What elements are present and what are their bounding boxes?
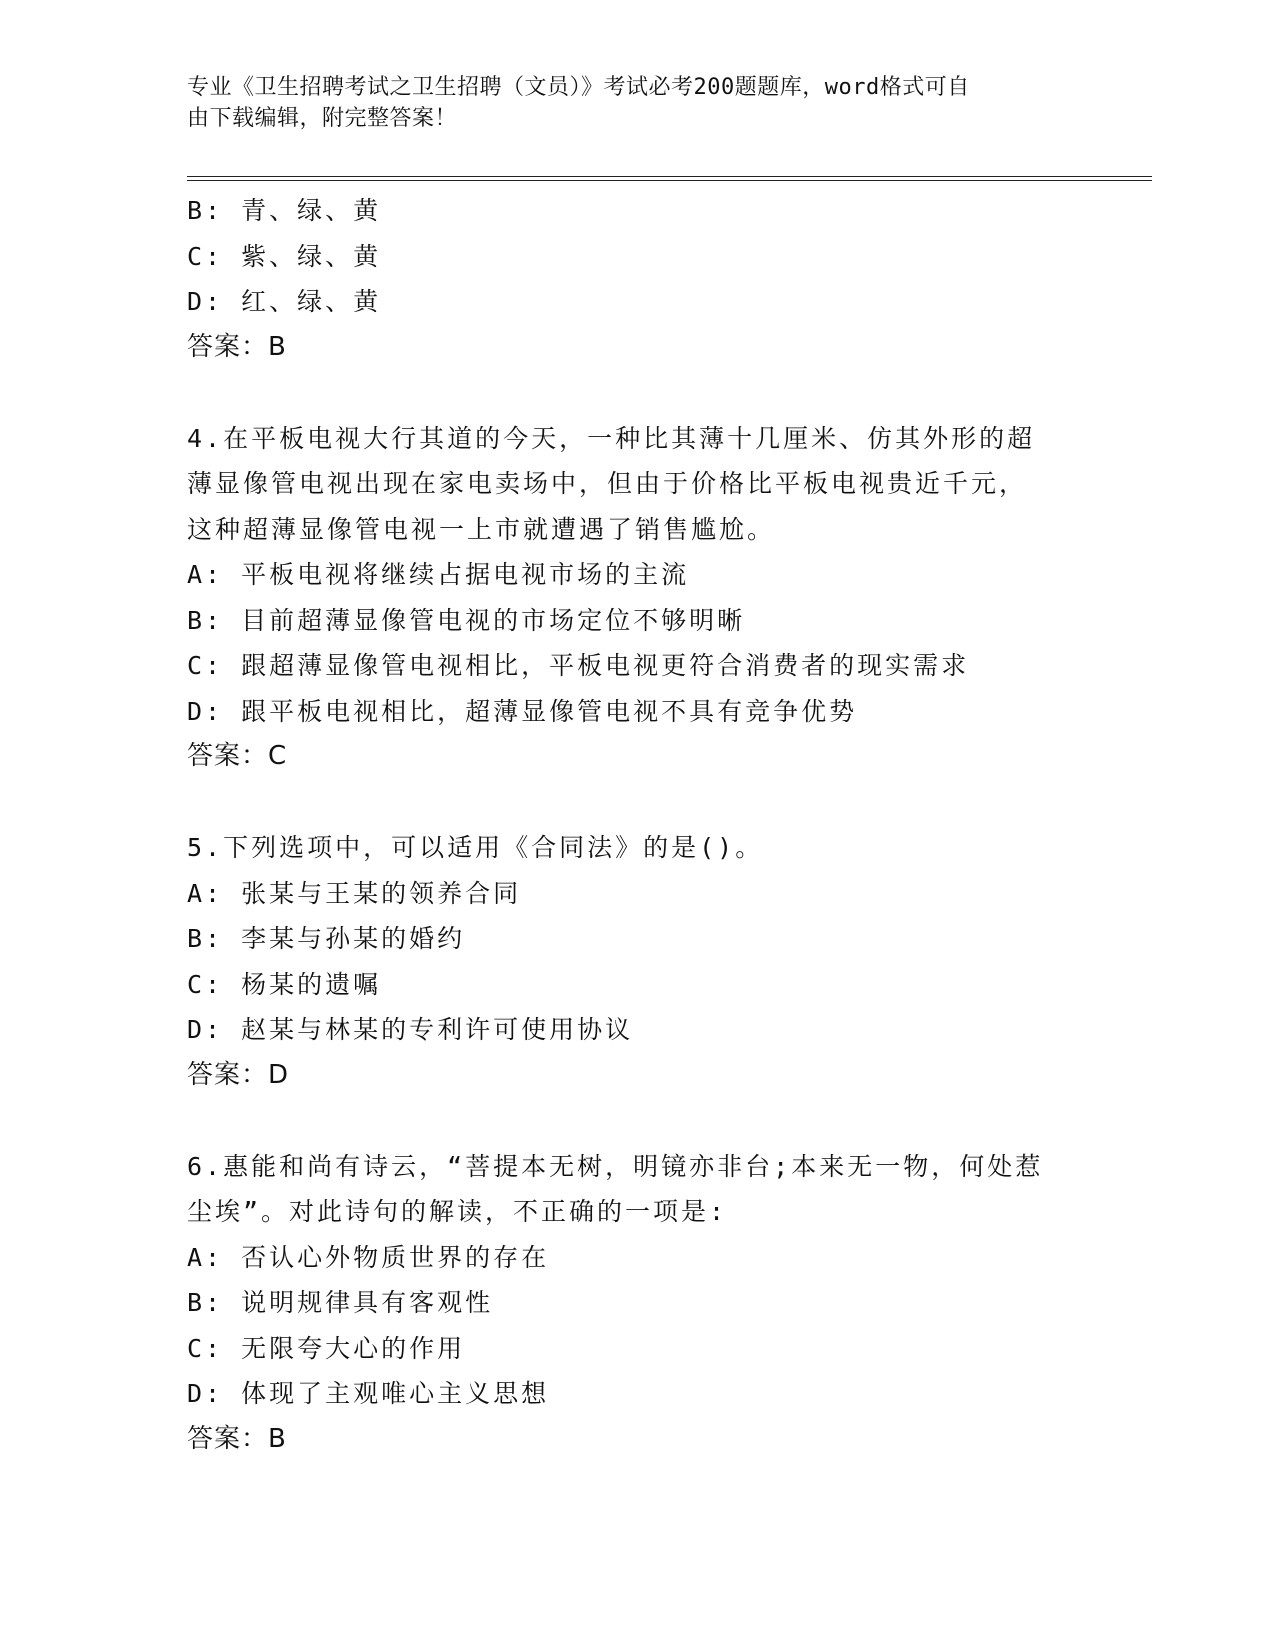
question-stem-line: 4.在平板电视大行其道的今天，一种比其薄十几厘米、仿其外形的超: [187, 423, 1036, 453]
header-divider: [187, 176, 1152, 181]
option-d: D: 红、绿、黄: [187, 287, 382, 316]
question-stem-line: 6.惠能和尚有诗云，“菩提本无树，明镜亦非台;本来无一物，何处惹: [187, 1151, 1044, 1181]
option-d: D: 体现了主观唯心主义思想: [187, 1379, 550, 1408]
option-d: D: 跟平板电视相比，超薄显像管电视不具有竞争优势: [187, 696, 858, 726]
header-line-1: 专业《卫生招聘考试之卫生招聘（文员）》考试必考200题题库，word格式可自: [187, 75, 970, 100]
option-d: D: 赵某与林某的专利许可使用协议: [187, 1015, 634, 1044]
option-b: B: 说明规律具有客观性: [187, 1288, 494, 1317]
spacer: [187, 1098, 1087, 1144]
question-stem-line: 5.下列选项中，可以适用《合同法》的是()。: [187, 833, 764, 862]
question-stem-line: 这种超薄显像管电视一上市就遭遇了销售尴尬。: [187, 514, 776, 544]
question-5: [187, 825, 1087, 1098]
option-a: A: 否认心外物质世界的存在: [187, 1242, 550, 1272]
document-header: [187, 72, 1067, 134]
option-b: B: 李某与孙某的婚约: [187, 924, 466, 953]
option-c: C: 无限夸大心的作用: [187, 1333, 466, 1363]
header-line-2: 由下载编辑，附完整答案！: [187, 106, 458, 131]
option-a: A: 张某与王某的领养合同: [187, 878, 522, 908]
option-c: C: 紫、绿、黄: [187, 241, 382, 271]
answer-line: 答案：C: [187, 741, 288, 771]
question-3-partial: [187, 188, 1087, 370]
question-4: [187, 416, 1087, 780]
spacer: [187, 780, 1087, 826]
option-b: B: 目前超薄显像管电视的市场定位不够明晰: [187, 605, 746, 635]
question-6: [187, 1144, 1087, 1463]
answer-line: 答案：B: [187, 331, 287, 362]
option-c: C: 跟超薄显像管电视相比，平板电视更符合消费者的现实需求: [187, 651, 970, 680]
question-stem-line: 尘埃”。对此诗句的解读，不正确的一项是:: [187, 1197, 728, 1226]
spacer: [187, 370, 1087, 416]
option-b: B: 青、绿、黄: [187, 196, 382, 225]
option-a: A: 平板电视将继续占据电视市场的主流: [187, 560, 690, 589]
question-list: [187, 188, 1087, 1462]
answer-line: 答案：B: [187, 1423, 287, 1454]
question-stem-line: 薄显像管电视出现在家电卖场中，但由于价格比平板电视贵近千元，: [187, 469, 1028, 498]
answer-line: 答案：D: [187, 1059, 290, 1090]
option-c: C: 杨某的遗嘱: [187, 969, 382, 999]
